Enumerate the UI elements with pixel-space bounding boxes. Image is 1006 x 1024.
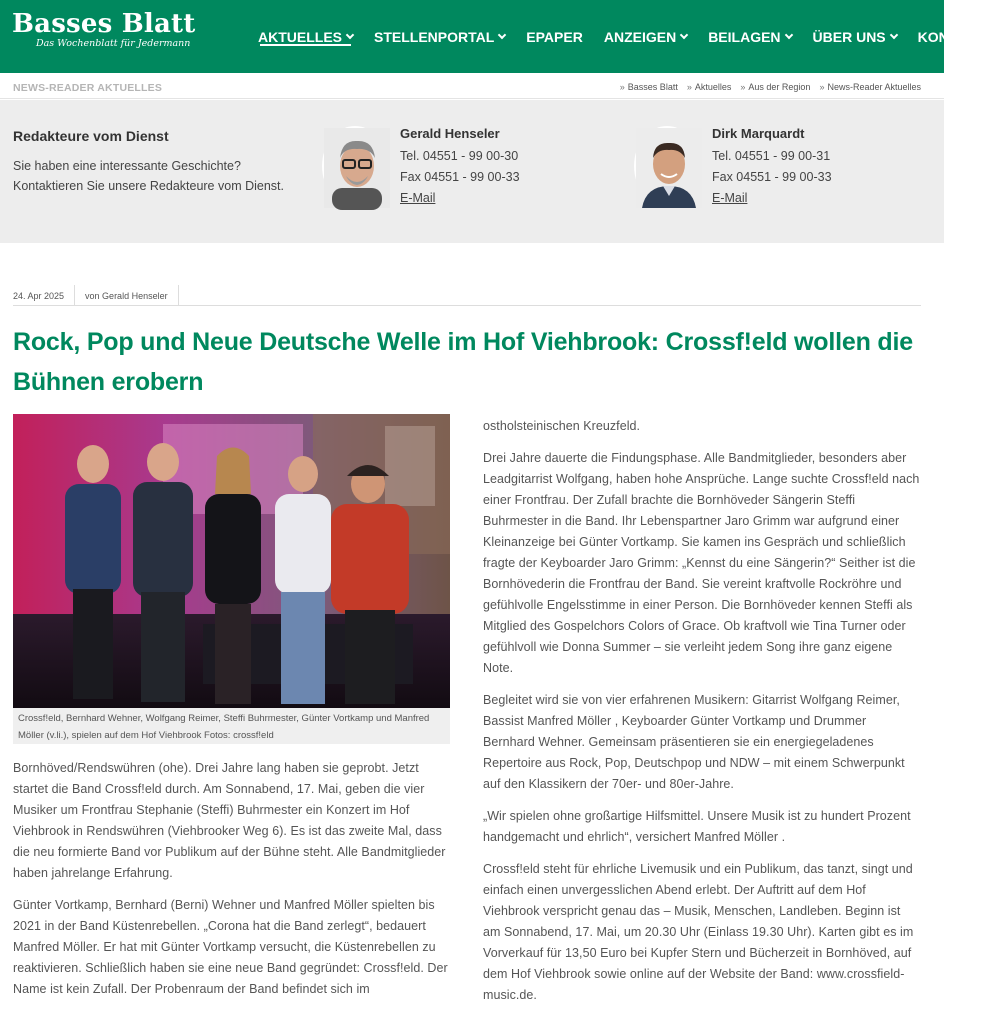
page-section-title: NEWS-READER AKTUELLES [13,82,163,94]
chevron-down-icon [346,31,354,39]
double-chevron-right-icon: » [819,82,823,92]
nav-item-epaper[interactable] [526,0,583,73]
chevron-down-icon [889,31,897,39]
editor-phone: Tel. 04551 - 99 00-31 [712,149,831,163]
nav-label: ÜBER UNS [812,28,886,45]
editors-text: Sie haben eine interessante Geschichte? Kontaktieren Sie unsere Redakteure vom Dienst. [13,159,284,193]
editor-fax: Fax 04551 - 99 00-33 [400,170,520,184]
double-chevron-right-icon: » [686,82,690,92]
nav-label: STELLENPORTAL [374,28,495,45]
breadcrumb-item-current: News-Reader Aktuelles [827,82,921,92]
article-paragraph: Bornhöved/Rendswühren (ohe). Drei Jahre lang haben sie geprobt. Jetzt startet die Band Crossf!eld durch. Am Sonnabend, 17. Mai, geben die vier Musiker um Frontfrau Stephanie (Steffi) Buhrmester ein Konzert im Hof Viehbrook in Rendswühren (Viehbrooker Weg 6). Es ist das zweite Mal, dass die neu formierte Band vor Publikum auf der Bühne steht. Alle Bandmitglieder haben jahrelange Erfahrung. [13,761,446,880]
article-paragraph: Günter Vortkamp, Bernhard (Berni) Wehner und Manfred Möller spielten bis 2021 in der Band Küstenrebellen. „Corona hat die Band zerlegt“, bedauert Manfred Möller. Er hat mit Günter Vortkamp versucht, die Küstenrebellen zu reaktivieren. Schließlich haben sie eine neue Band gegründet: Crossf!eld. Der Name ist kein Zufall. Der Probenraum der Band befindet sich im [13,898,448,996]
breadcrumb-item[interactable]: Aktuelles [694,82,732,92]
nav-item-anzeigen[interactable] [604,0,687,73]
photo-caption: Crossf!eld, Bernhard Wehner, Wolfgang Reimer, Steffi Buhrmester, Günter Vortkamp und Manfred Möller (v.li.), spielen auf dem Hof Viehbrook Fotos: crossf!eld [13,708,450,744]
site-logo[interactable] [12,10,195,49]
nav-label: ANZEIGEN [603,28,677,45]
editors-on-duty-panel [0,100,944,243]
article-paragraph: Begleitet wird sie von vier erfahrenen Musikern: Gitarrist Wolfgang Reimer, Bassist Manfred Möller , Keyboarder Günter Vortkamp und Drummer Bernhard Wehner. Gemeinsam präsentieren sie ein energiegeladenes Repertoire aus Rock, Pop, Deutschpop und NDW – mit einem Schwerpunkt auf den Klassikern der 70er- und 80er-Jahre. [483,693,905,791]
main-nav [258,0,1006,73]
nav-item-kontakt[interactable] [918,0,985,73]
editor-phone: Tel. 04551 - 99 00-30 [400,149,519,163]
chevron-down-icon [784,31,792,39]
editor-card [322,126,520,209]
article-date: 24. Apr 2025 [13,285,75,306]
editors-intro [13,128,313,196]
article-column-right [483,416,920,1017]
article-meta [13,285,921,306]
editor-email-link[interactable]: E-Mail [712,191,748,205]
site-header [0,0,986,73]
nav-item-ueber-uns[interactable] [813,0,897,73]
site-logo-slogan: Das Wochenblatt für Jedermann [36,38,191,49]
article-figure [13,414,450,744]
article-headline: Rock, Pop und Neue Deutsche Welle im Hof Viehbrook: Crossf!eld wollen die Bühnen erobern [13,328,913,396]
chevron-down-icon [680,31,688,39]
chevron-down-icon [498,31,506,39]
editor-info [712,126,832,209]
article-author: von Gerald Henseler [85,285,179,306]
double-chevron-right-icon: » [619,82,623,92]
editor-info [400,126,520,209]
breadcrumb-item[interactable]: Basses Blatt [627,82,678,92]
nav-label: KONTAKT [917,28,986,45]
editor-name: Dirk Marquardt [712,126,805,141]
nav-label: BEILAGEN [708,28,781,45]
nav-item-stellenportal[interactable] [374,0,505,73]
site-logo-name: Basses Blatt [12,9,196,39]
nav-item-aktuelles[interactable] [258,0,353,73]
band-photo-image [13,414,450,708]
article-column-left [13,758,451,1011]
double-chevron-right-icon: » [740,82,744,92]
article-paragraph: Crossf!eld steht für ehrliche Livemusik und ein Publikum, das tanzt, singt und einfach einen unvergesslichen Abend erlebt. Der Auftritt auf dem Hof Viehbrook verspricht genau das – Musik, Menschen, Landleben. Beginn ist am Sonnabend, 17. Mai, um 20.30 Uhr (Einlass 19.30 Uhr). Karten gibt es im Vorverkauf für 13,50 Euro bei Kupfer Stern und Bücherzeit in Bornhöved, auf dem Hof Viehbrook sowie online auf der Website der Band: www.crossfield-music.de. [483,862,914,1002]
avatar [634,126,700,206]
avatar [322,126,388,206]
nav-label: AKTUELLES [258,28,342,45]
portrait-image [636,128,702,208]
nav-label: EPAPER [526,28,583,45]
editor-email-link[interactable]: E-Mail [400,191,436,205]
article-paragraph: ostholsteinischen Kreuzfeld. [483,419,641,433]
portrait-image [324,128,390,208]
editor-name: Gerald Henseler [400,126,500,141]
breadcrumb-item[interactable]: Aus der Region [748,82,811,92]
editor-card [634,126,832,209]
breadcrumb-bar [0,73,944,99]
nav-item-beilagen[interactable] [708,0,791,73]
band-photo[interactable] [13,414,450,708]
article-paragraph: Drei Jahre dauerte die Findungsphase. Alle Bandmitglieder, besonders aber Leadgitarrist Wolfgang, haben hohe Ansprüche. Lange suchte Crossf!eld nach einer Frontfrau. Der Zufall brachte die Bornhöveder Sängerin Steffi Buhrmester in die Band. Ihr Lebenspartner Jaro Grimm war aufgrund einer Kleinanzeige bei Günter Vortkamp. Sie kamen ins Gespräch und schließlich fragte der Keyboarder Jaro Grimm: „Kennst du eine Sängerin?“ Seither ist die Bornhövederin die Frontfrau der Band. Sie vereint kraftvolle Rockröhre und gefühlvolle Engelsstimme in einer Person. Die Bornhöveder kennen Steffi als Mitglied des Gospelchors Colors of Grace. Ob kraftvoll wie Tina Turner oder gefühlvoll wie Donna Summer – sie verleiht jedem Song ihre ganz eigene Note. [483,451,920,675]
editors-title: Redakteure vom Dienst [13,128,169,144]
editor-fax: Fax 04551 - 99 00-33 [712,170,832,184]
breadcrumb [611,82,921,92]
article-paragraph: „Wir spielen ohne großartige Hilfsmittel. Unsere Musik ist zu hundert Prozent handgemacht und ehrlich“, versichert Manfred Möller . [483,809,911,844]
